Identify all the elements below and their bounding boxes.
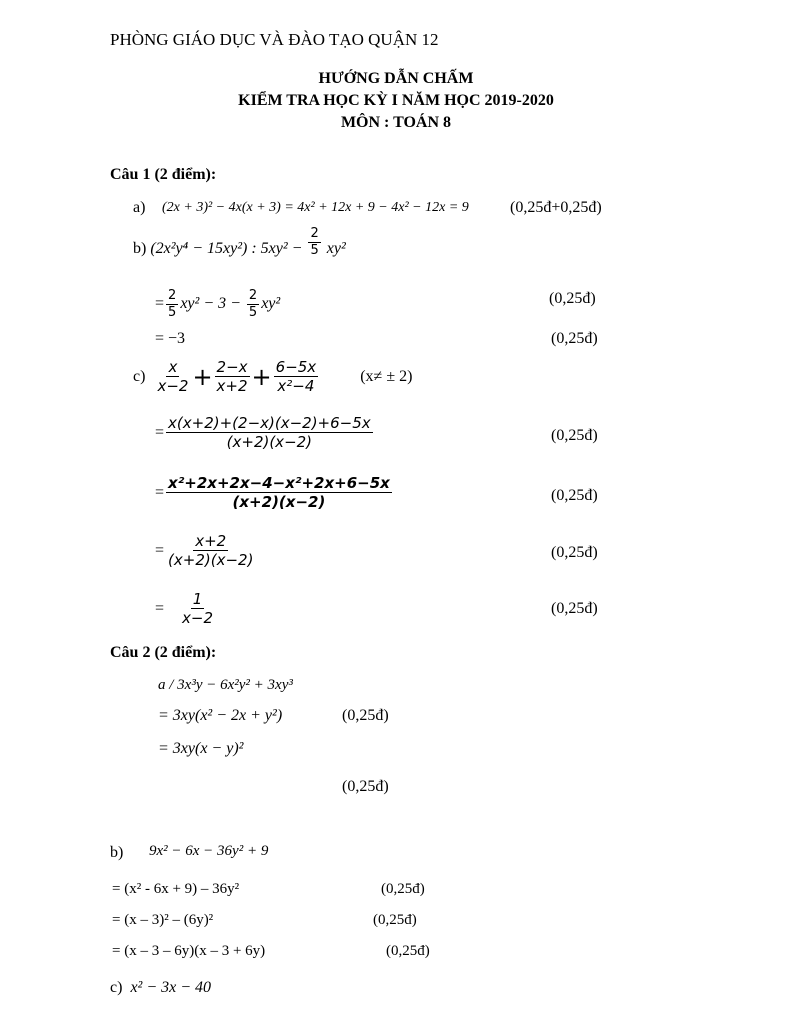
frac-num: 2: [248, 288, 258, 303]
q1c-row: [133, 358, 412, 395]
q1c-step1-frac: [166, 414, 373, 451]
q1b-step1-frac-b: [247, 288, 259, 320]
q2b-step3-score: (0,25đ): [386, 943, 430, 959]
q1b-step1-score: (0,25đ): [549, 290, 596, 307]
q1c-step3-score: (0,25đ): [551, 544, 598, 561]
q1c-label: c): [133, 367, 146, 385]
q1b-label: b): [133, 240, 147, 257]
q1c-step3-frac: [166, 532, 255, 569]
equals-sign: =: [155, 541, 165, 559]
frac-den: x−2: [157, 377, 189, 395]
q2b-expression: 9x² − 6x − 36y² + 9: [149, 843, 269, 859]
question-2-heading: Câu 2 (2 điểm):: [110, 644, 217, 661]
frac-num: 6−5x: [275, 358, 317, 376]
q1c-step4-frac: [180, 590, 215, 627]
frac-den: x+2: [216, 377, 248, 395]
q1a-score: (0,25đ+0,25đ): [510, 199, 602, 216]
q1c-step2-score: (0,25đ): [551, 487, 598, 504]
title-line-2: KIỂM TRA HỌC KỲ I NĂM HỌC 2019-2020: [238, 92, 554, 109]
q1b-step-1: [155, 288, 280, 320]
q2a-line2-score: (0,25đ): [342, 707, 389, 724]
q1c-step-3: [155, 532, 257, 569]
q1b-frac-num: 2: [310, 226, 319, 242]
q2c-row: [110, 979, 211, 997]
q2c-expression: x² − 3x − 40: [130, 979, 212, 996]
q1b-step1-xy2: xy²: [261, 294, 281, 312]
q1a-label: a): [133, 199, 146, 216]
q1c-step4-score: (0,25đ): [551, 600, 598, 617]
q1b-left-expr: (2x²y⁴ − 15xy²) : 5xy² −: [150, 240, 303, 257]
q1c-step-1: [155, 414, 375, 451]
q2b-step-3: = (x – 3 – 6y)(x – 3 + 6y): [112, 943, 266, 959]
q1c-frac-2: [215, 358, 250, 395]
frac-den: (x+2)(x−2): [226, 433, 313, 451]
title-line-1: HƯỚNG DẪN CHẤM: [318, 70, 474, 87]
q1a-expression: (2x + 3)² − 4x(x + 3) = 4x² + 12x + 9 − 4x² − 12x = 9: [162, 200, 469, 215]
q1b-step-2: = −3: [155, 330, 186, 347]
q1b-xy2: xy²: [326, 240, 346, 257]
equals-sign: =: [155, 423, 165, 441]
equals-sign: =: [155, 599, 165, 617]
q2b-label: b): [110, 844, 124, 861]
frac-num: 2: [168, 288, 177, 303]
frac-den: (x+2)(x−2): [168, 551, 254, 569]
question-1-heading: Câu 1 (2 điểm):: [110, 166, 217, 183]
q2a-line-2: = 3xy(x² − 2x + y²): [158, 707, 283, 724]
q2a-line3-score: (0,25đ): [342, 778, 389, 795]
frac-num: 1: [192, 590, 203, 608]
q1b-row: [133, 226, 346, 258]
q2b-step-1: = (x² - 6x + 9) – 36y²: [112, 881, 240, 897]
q1b-step2-score: (0,25đ): [551, 330, 598, 347]
q2c-label: c): [110, 979, 123, 996]
q1c-step2-frac: [166, 474, 392, 511]
q2a-line-1: a / 3x³y − 6x²y² + 3xy³: [158, 677, 293, 693]
equals-sign: =: [155, 294, 165, 312]
q1b-fraction: [308, 226, 320, 258]
equals-sign: =: [155, 483, 165, 501]
q2b-step2-score: (0,25đ): [373, 912, 417, 928]
q2a-line-3: = 3xy(x − y)²: [158, 740, 244, 757]
q1c-condition: (x≠ ± 2): [360, 367, 413, 385]
title-line-3: MÔN : TOÁN 8: [340, 114, 452, 131]
frac-num: x: [168, 358, 178, 376]
frac-den: x²−4: [277, 377, 315, 395]
q1b-step1-frac-a: [166, 288, 178, 320]
frac-den: 5: [248, 304, 258, 320]
q2b-step-2: = (x – 3)² – (6y)²: [112, 912, 214, 928]
q1c-step1-score: (0,25đ): [551, 427, 598, 444]
frac-num: x²+2x+2x−4−x²+2x+6−5x: [168, 474, 390, 492]
frac-num: 2−x: [216, 358, 248, 376]
school-header: PHÒNG GIÁO DỤC VÀ ĐÀO TẠO QUẬN 12: [110, 30, 439, 49]
q1c-step-4: [155, 590, 217, 627]
frac-den: 5: [168, 304, 177, 320]
q1b-step1-middle: xy² − 3 −: [180, 294, 241, 312]
plus-sign: +: [251, 362, 272, 391]
q1c-frac-1: [155, 358, 190, 395]
frac-den: (x+2)(x−2): [232, 493, 326, 511]
plus-sign: +: [192, 362, 213, 391]
q2b-step1-score: (0,25đ): [381, 881, 425, 897]
q1c-frac-3: [274, 358, 319, 395]
q1b-frac-den: 5: [310, 242, 319, 258]
frac-den: x−2: [182, 609, 214, 627]
frac-num: x(x+2)+(2−x)(x−2)+6−5x: [168, 414, 371, 432]
frac-num: x+2: [195, 532, 227, 550]
q1c-step-2: [155, 474, 394, 511]
